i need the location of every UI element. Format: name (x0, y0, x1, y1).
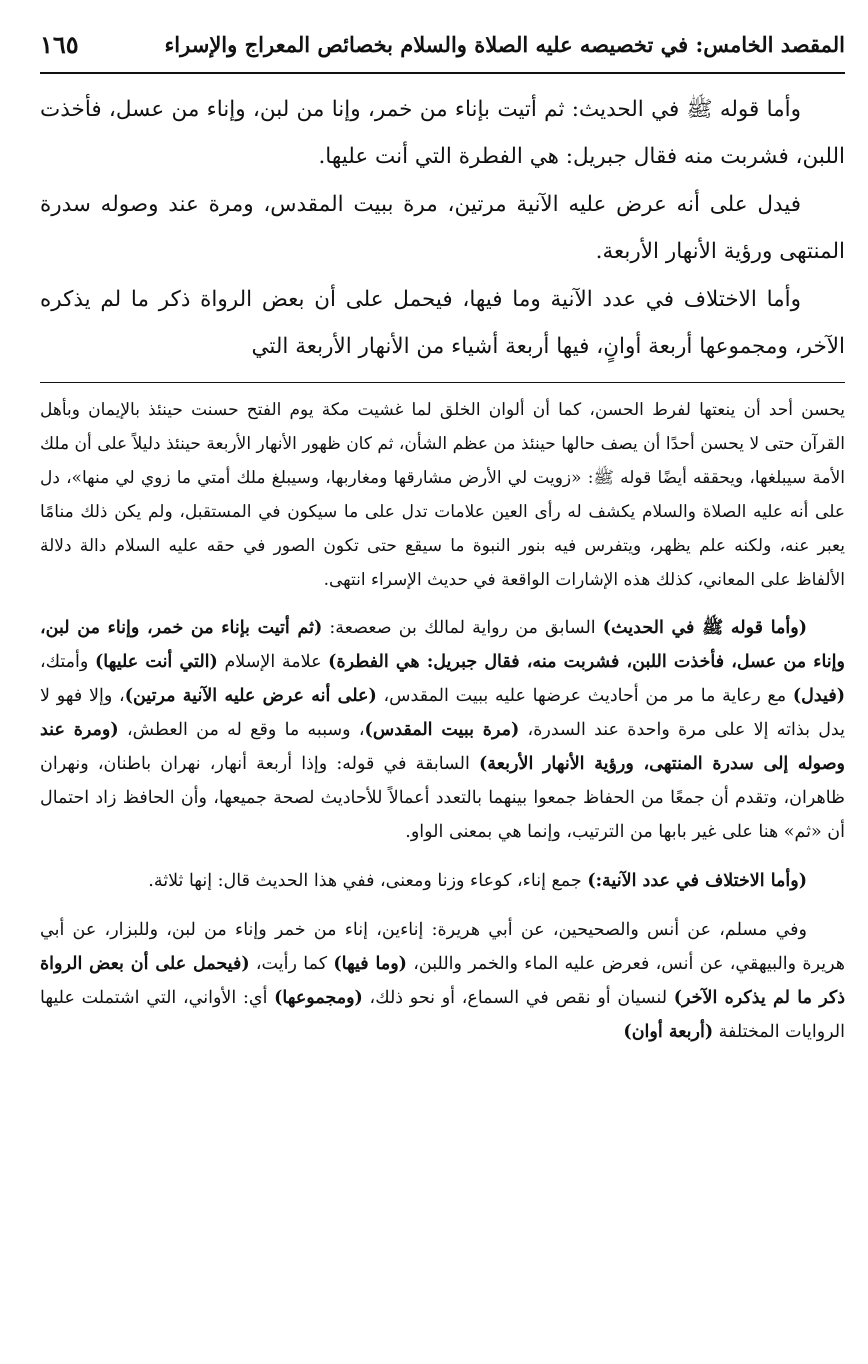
page-number: ١٦٥ (40, 30, 79, 59)
quoted-matn: (وأما قوله ﷺ في الحديث) (602, 618, 807, 638)
quoted-matn: (فيحمل على أن بعض الرواة ذكر ما لم يذكره الآخر) (40, 954, 845, 1008)
commentary-text: ، وسببه ما وقع له من العطش، (118, 720, 365, 740)
quoted-matn: (أربعة أوان) (623, 1022, 714, 1042)
commentary-text: مع رعاية ما مر من أحاديث عرضها عليه ببيت المقدس، (376, 686, 793, 706)
quoted-matn: (مرة ببيت المقدس) (364, 720, 520, 740)
quoted-matn: (ومرة عند وصوله إلى سدرة المنتهى، ورؤية الأنهار الأربعة) (40, 720, 845, 774)
quoted-matn: (وأما الاختلاف في عدد الآنية:) (587, 871, 807, 891)
commentary-text: أي: الأواني، التي اشتملت عليها الروايات المختلفة (40, 988, 845, 1042)
main-paragraph: وأما قوله ﷺ في الحديث: ثم أتيت بإناء من خمر، وإنا من لبن، وإناء من عسل، فأخذت اللبن، فشربت منه فقال جبريل: هي الفطرة التي أنت عليها. (40, 97, 845, 169)
commentary-text: لنسيان أو نقص في السماع، أو نحو ذلك، (362, 988, 674, 1008)
footnote-text: يحسن أحد أن ينعتها لفرط الحسن، كما أن ألوان الخلق لما غشيت مكة يوم الفتح حسنت حينئذ بالإيمان وبأهل القرآن حتى لا يحسن أحدًا أن يصف حالها حينئذ من عظم الشأن، ثم كان ظهور الأنهار الأربعة حينئذ دليلاً على أن ملك الأمة سيبلغها، ويحققه أيضًا قوله ﷺ: «زويت لي الأرض مشارقها ومغاربها، وسيبلغ ملك أمتي ما زوي لي منها»، دل على أنه عليه الصلاة والسلام يكشف له رأى العين علامات تدل على ما سيكون في المستقبل، ولم يكن ذلك منامًا يعبر عنه، ولكنه علم يظهر، ويتفرس فيه بنور النبوة ما سيقع حتى تكون الصور في حقه عليه السلام دالة دلالة الألفاظ على المعاني، كذلك هذه الإشارات الواقعة في حديث الإسراء انتهى. (40, 400, 845, 590)
commentary-section (40, 611, 845, 1049)
page-header (40, 30, 845, 74)
quoted-matn: (على أنه عرض عليه الآنية مرتين) (124, 686, 377, 706)
paragraph-spacer (40, 898, 845, 913)
commentary-text: علامة الإسلام (217, 652, 329, 672)
commentary-paragraph (40, 611, 845, 849)
commentary-text: وفي مسلم، عن أنس والصحيحين، عن أبي هريرة: إناءين، إناء من خمر وإناء من لبن، وللبزار، عن أبي هريرة والبيهقي، عن أنس، فعرض عليه الماء والخمر واللبن، (40, 920, 845, 974)
quoted-matn: (وما فيها) (333, 954, 407, 974)
book-page (40, 30, 845, 1049)
commentary-paragraph (40, 913, 845, 1049)
quoted-matn: (فيدل) (792, 686, 845, 706)
commentary-text: السابقة في قوله: وإذا أربعة أنهار، نهران باطنان، ونهران ظاهران، وتقدم أن جمعًا من الحفاظ جمعوا بينهما بالتعدد أعمالاً للأحاديث لصحة جميعها، وأن الحافظ زاد احتمال أن «ثم» هنا على غير بابها من الترتيب، وإنما هي بمعنى الواو. (40, 754, 845, 842)
paragraph-spacer (40, 849, 845, 864)
chapter-title: المقصد الخامس: في تخصيصه عليه الصلاة والسلام بخصائص المعراج والإسراء (164, 32, 845, 57)
main-paragraph: وأما الاختلاف في عدد الآنية وما فيها، فيحمل على أن بعض الرواة ذكر ما لم يذكره الآخر، ومجموعها أربعة أوانٍ، فيها أربعة أشياء من الأنهار الأربعة التي (40, 287, 845, 359)
commentary-paragraph (40, 864, 845, 898)
main-text (40, 86, 845, 370)
main-paragraph: فيدل على أنه عرض عليه الآنية مرتين، مرة ببيت المقدس، ومرة عند وصوله سدرة المنتهى ورؤية الأنهار الأربعة. (40, 192, 845, 264)
quoted-matn: (التي أنت عليها) (95, 652, 218, 672)
commentary-text: ، وإلا فهو لا يدل بذاته إلا على مرة واحدة عند السدرة، (40, 686, 845, 740)
commentary-text: السابق من رواية لمالك بن صعصعة: (322, 618, 603, 638)
footnote-divider (40, 382, 845, 383)
commentary-text: وأمتك، (40, 652, 96, 672)
quoted-matn: (ثم أتيت بإناء من خمر، وإناء من لبن، وإناء من عسل، فأخذت اللبن، فشربت منه، فقال جبريل: هي الفطرة) (40, 618, 845, 672)
quoted-matn: (ومجموعها) (274, 988, 363, 1008)
commentary-text: كما رأيت، (249, 954, 334, 974)
commentary-text: جمع إناء، كوعاء وزنا ومعنى، ففي هذا الحديث قال: إنها ثلاثة. (148, 871, 588, 891)
